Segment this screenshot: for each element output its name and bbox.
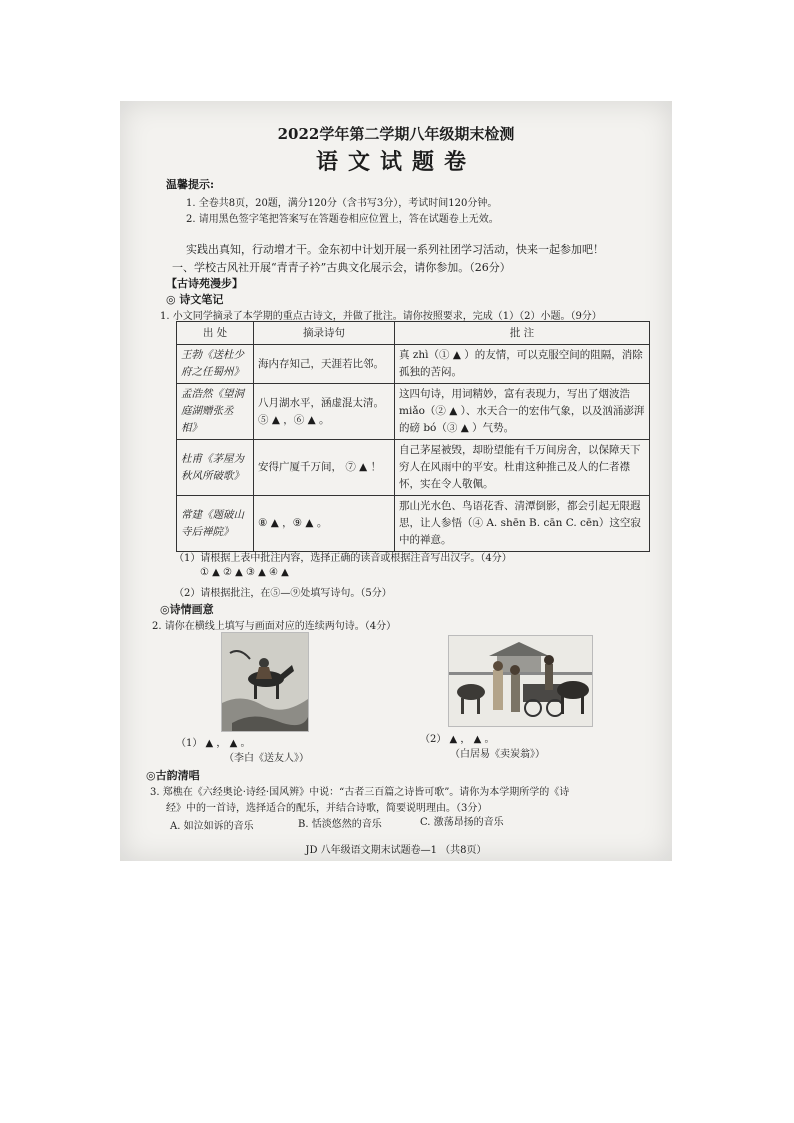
q2-caption-1: （李白《送友人》） — [224, 753, 309, 764]
lines-cell: 八月湖水平，涵虚混太清。 ⑤ ▲ ，⑥ ▲ 。 — [254, 384, 395, 440]
question-2: 2. 请你在横线上填写与画面对应的连续两句诗。（4分） — [152, 621, 397, 632]
source-cell: 孟浩然《望洞庭湖赠张丞相》 — [177, 384, 254, 440]
charcoal-seller-painting — [448, 635, 593, 727]
page-footer: JD 八年级语文期末试题卷—1 （共8页） — [305, 845, 487, 856]
option-b: B. 恬淡悠然的音乐 — [298, 819, 382, 830]
table-row — [177, 440, 650, 496]
lines-cell: ⑧ ▲ ，⑨ ▲ 。 — [254, 496, 395, 552]
q2-answer-1: （1） ▲ ， ▲ 。 — [176, 738, 251, 749]
exam-title: 2022学年第二学期八年级期末检测 — [277, 125, 515, 143]
answer-blanks: ① ▲ ② ▲ ③ ▲ ④ ▲ — [200, 567, 289, 578]
question-1-1: （1）请根据上表中批注内容，选择正确的读音或根据注音写出汉字。（4分） — [174, 553, 512, 564]
note-cell: 自己茅屋被毁，却盼望能有千万间房舍，以保障天下穷人在风雨中的平安。杜甫这种推己及人的仁者襟怀，实在令人敬佩。 — [395, 440, 650, 496]
sub-heading-poetry-painting: ◎诗情画意 — [160, 603, 214, 616]
source-cell: 杜甫《茅屋为秋风所破歌》 — [177, 440, 254, 496]
table-row — [177, 384, 650, 440]
question-3-line2: 经》中的一首诗，选择适合的配乐，并结合诗歌，简要说明理由。（3分） — [166, 803, 488, 814]
option-a: A. 如泣如诉的音乐 — [170, 821, 254, 832]
source-cell: 常建《题破山寺后禅院》 — [177, 496, 254, 552]
lines-cell: 海内存知己，天涯若比邻。 — [254, 345, 395, 384]
note-cell: 真 zhì（① ▲ ）的友情，可以克服空间的阻隔，消除孤独的苦闷。 — [395, 345, 650, 384]
horse-rider-painting — [221, 632, 309, 732]
note-cell: 这四句诗，用词精妙，富有表现力，写出了烟波浩 miǎo（② ▲ ）、水天合一的宏伟气象，以及汹涌澎湃的磅 bó（③ ▲ ）气势。 — [395, 384, 650, 440]
lines-cell: 安得广厦千万间， ⑦ ▲ ！ — [254, 440, 395, 496]
table-header: 出 处 — [177, 322, 254, 345]
option-c: C. 激荡昂扬的音乐 — [420, 817, 504, 828]
notice-label: 温馨提示: — [166, 178, 215, 191]
q2-caption-2: （白居易《卖炭翁》） — [450, 749, 545, 760]
exam-subtitle: 语文试题卷 — [315, 149, 476, 175]
exam-page — [120, 101, 672, 861]
source-cell: 王勃《送杜少府之任蜀州》 — [177, 345, 254, 384]
sub-heading-notes: ◎ 诗文笔记 — [166, 293, 224, 306]
notice-item-2: 2. 请用黑色签字笔把答案写在答题卷相应位置上，答在试题卷上无效。 — [186, 214, 499, 225]
note-cell: 那山光水色、鸟语花香、清潭倒影，都会引起无限遐思，让人参悟（④ A. shēn B. cān C. cēn）这空寂中的禅意。 — [395, 496, 650, 552]
table-row — [177, 345, 650, 384]
q2-answer-2: （2） ▲ ， ▲ 。 — [420, 734, 495, 745]
question-1: 1. 小文同学摘录了本学期的重点古诗文，并做了批注。请你按照要求，完成（1）（2）小题。（9分） — [160, 311, 602, 322]
table-header-row — [177, 322, 650, 345]
table-row — [177, 496, 650, 552]
poem-table — [176, 321, 650, 552]
part-title: 【古诗苑漫步】 — [166, 277, 243, 290]
intro-text: 实践出真知，行动增才干。金东初中计划开展一系列社团学习活动，快来一起参加吧！ — [186, 243, 604, 256]
table-header: 摘录诗句 — [254, 322, 395, 345]
section-heading: 一、学校古风社开展“青青子衿”古典文化展示会，请你参加。（26分） — [172, 261, 511, 274]
notice-item-1: 1. 全卷共8页，20题，满分120分（含书写3分），考试时间120分钟。 — [186, 198, 498, 209]
sub-heading-singing: ◎古韵清唱 — [146, 769, 200, 782]
question-3-line1: 3. 郑樵在《六经奥论·诗经·国风辨》中说：“古者三百篇之诗皆可歌”。请你为本学期所学的《诗 — [150, 787, 570, 798]
question-1-2: （2）请根据批注，在⑤—⑨处填写诗句。（5分） — [174, 588, 392, 599]
table-header: 批 注 — [395, 322, 650, 345]
